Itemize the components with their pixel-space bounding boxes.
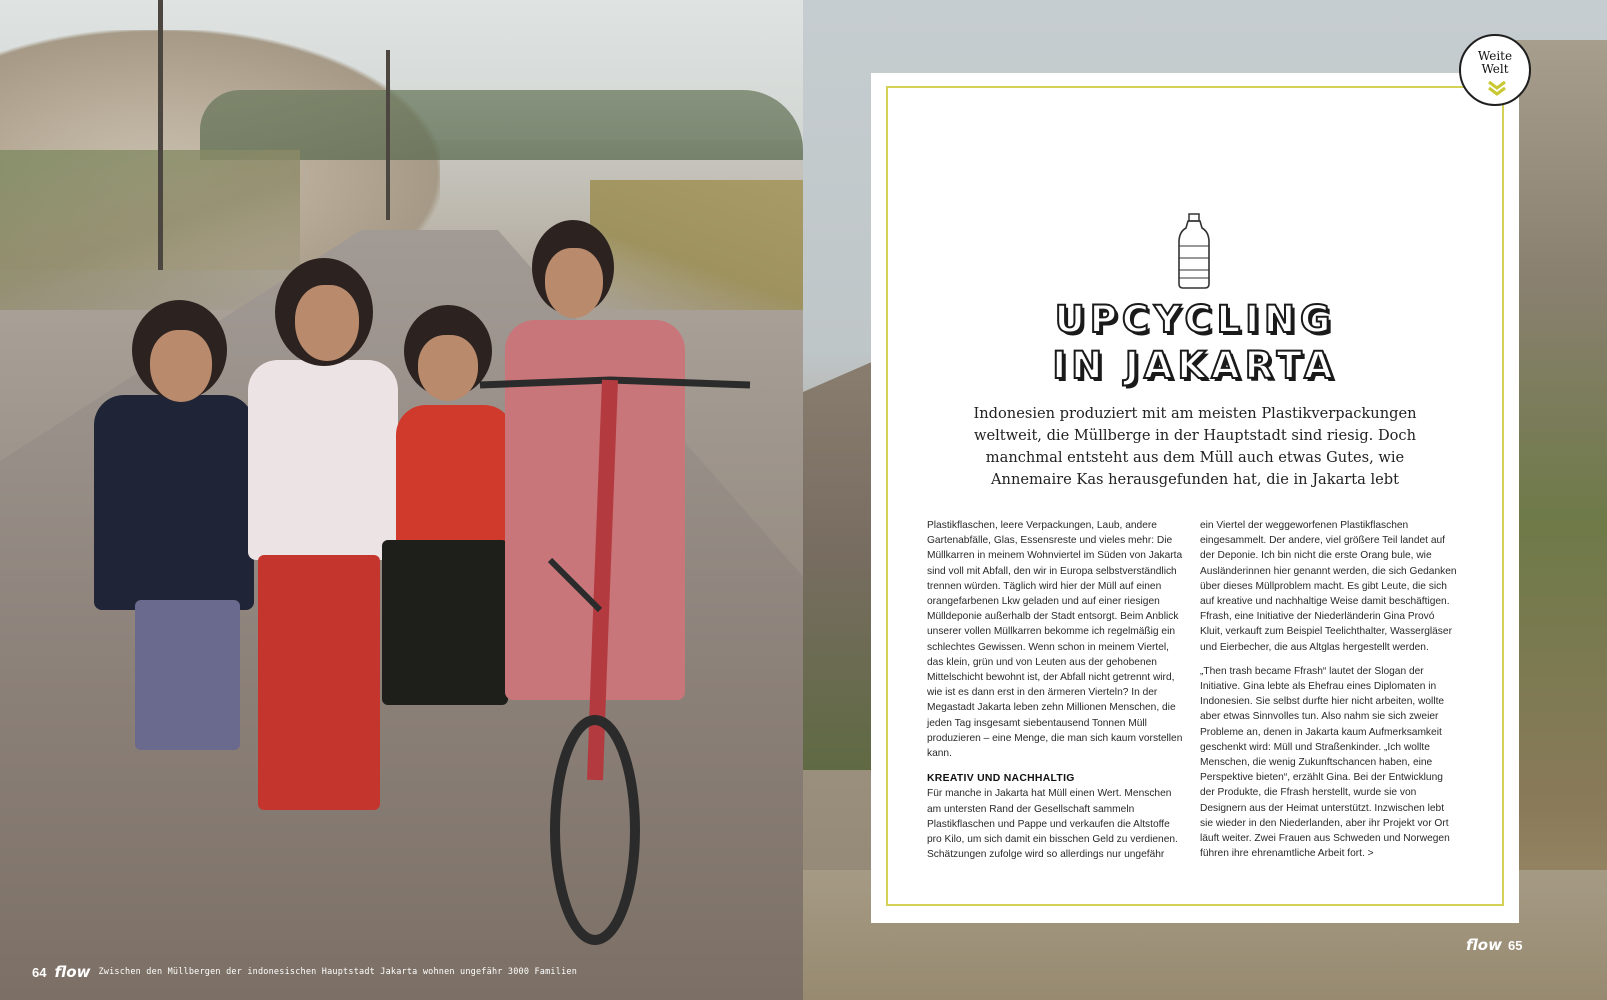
page-number-left: 64 xyxy=(32,964,47,980)
photo-bicycle xyxy=(460,360,760,960)
article-title xyxy=(871,297,1519,389)
article-column-left xyxy=(927,518,1185,862)
photo-child-1-legs xyxy=(135,600,240,750)
section-badge-line-1: Weite xyxy=(1477,49,1513,63)
article-card xyxy=(871,73,1519,923)
photo-child-2-legs xyxy=(258,555,380,810)
flow-logo-right: flow xyxy=(1466,936,1502,954)
right-page xyxy=(803,0,1607,1000)
article-title-line-2: IN JAKARTA xyxy=(1052,344,1338,387)
photo-child-2 xyxy=(248,360,398,560)
section-badge-line-2: Welt xyxy=(1481,62,1509,76)
article-paragraph: ein Viertel der weggeworfenen Plastikflaschen eingesammelt. Der andere, viel größere Teil landet auf der Deponie. Ich bin nicht die erste Orang bule, wie Ausländerinnen hier genannt werden, die sich Gedanken über dieses Müllproblem macht. Es gibt Leute, die sich auf kreative und nachhaltige Weise damit beschäftigen. Ffrash, eine Initiative der Niederländerin Gina Provó Kluit, verkauft zum Beispiel Teelichthalter, Wassergläser und Eierbecher, die aus Altglas hergestellt werden. xyxy=(1200,520,1457,653)
left-footer xyxy=(32,962,577,982)
photo-child-2-face xyxy=(295,285,359,361)
article-title-line-1: UPCYCLING xyxy=(1054,298,1336,341)
article-subheading: KREATIV UND NACHHALTIG xyxy=(927,773,1075,785)
page-number-right: 65 xyxy=(1507,937,1523,953)
flow-logo-left: flow xyxy=(54,963,91,981)
photo-pole xyxy=(158,0,163,270)
article-intro: Indonesien produziert mit am meisten Plastikverpackungen weltweit, die Müllberge in der Hauptstadt sind riesig. Doch manchmal entsteht aus dem Müll auch etwas Gutes, wie Annemaire Kas herausgefunden hat, die in Jakarta lebt xyxy=(973,405,1417,488)
article-column-right xyxy=(1200,518,1458,861)
photo-child-1 xyxy=(94,395,254,610)
article-paragraph: „Then trash became Ffrash“ lautet der Slogan der Initiative. Gina lebte als Ehefrau eines Diplomaten in Indonesien. Sie selbst durfte hier nicht arbeiten, wollte aber etwas Sinnvolles tun. Also nahm sie sich zweier Probleme an, denen in Jakarta kaum Aufmerksamkeit geschenkt wird: Müll und Straßenkinder. „Ich wollte Menschen, die wenig Zukunftschancen haben, eine Perspektive bieten“, erzählt Gina. Bei der Entwicklung der Produkte, die Ffrash herstellt, wurde sie von Designern aus der Heimat unterstützt. Inzwischen lebt sie wieder in den Niederlanden, aber ihr Projekt vor Ort läuft weiter. Zwei Frauen aus Schweden und Norwegen führen ihre ehrenamtliche Arbeit fort. > xyxy=(1200,665,1450,860)
double-chevron-down-icon xyxy=(1487,80,1507,96)
left-photo xyxy=(0,0,803,1000)
photo-child-4-face xyxy=(545,248,603,318)
section-badge-label xyxy=(1461,50,1529,76)
photo-grass-right xyxy=(590,180,803,310)
photo-grass-left xyxy=(0,150,300,310)
photo-caption: Zwischen den Müllbergen der indonesischen Hauptstadt Jakarta wohnen ungefähr 3000 Familien xyxy=(98,967,578,977)
photo-child-1-face xyxy=(150,330,212,402)
bottle-icon xyxy=(1176,212,1212,290)
section-badge xyxy=(1459,34,1531,106)
right-footer xyxy=(1466,936,1522,954)
article-paragraph: Plastikflaschen, leere Verpackungen, Laub, andere Gartenabfälle, Glas, Essensreste und vieles mehr: Die Müllkarren in meinem Wohnviertel im Süden von Jakarta sind voll mit Abfall, den wir in Europa selbstverständlich trennen würden. Täglich wird hier der Müll auf einen orangefarbenen Lkw geladen und auf einer riesigen Mülldeponie außerhalb der Stadt entsorgt. Beim Anblick unserer vollen Müllkarren bekomme ich regelmäßig ein schlechtes Gewissen. Wenn schon in meinem Viertel, das klein, grün und von Leuten aus der gehobenen Mittelschicht bewohnt ist, der Abfall nicht getrennt wird, wie ist es dann erst in den ärmeren Vierteln? In der Megastadt Jakarta leben zehn Millionen Menschen, die jeden Tag insgesamt siebentausend Tonnen Müll produzieren – eine Menge, die man sich kaum vorstellen kann. xyxy=(927,520,1183,760)
article-paragraph: Für manche in Jakarta hat Müll einen Wert. Menschen am untersten Rand der Gesellschaft sammeln Plastikflaschen und Pappe und verkaufen die Altstoffe pro Kilo, um sich damit ein bisschen Geld zu verdienen. Schätzungen zufolge wird so allerdings nur ungefähr xyxy=(927,788,1178,861)
photo-pole xyxy=(386,50,390,220)
